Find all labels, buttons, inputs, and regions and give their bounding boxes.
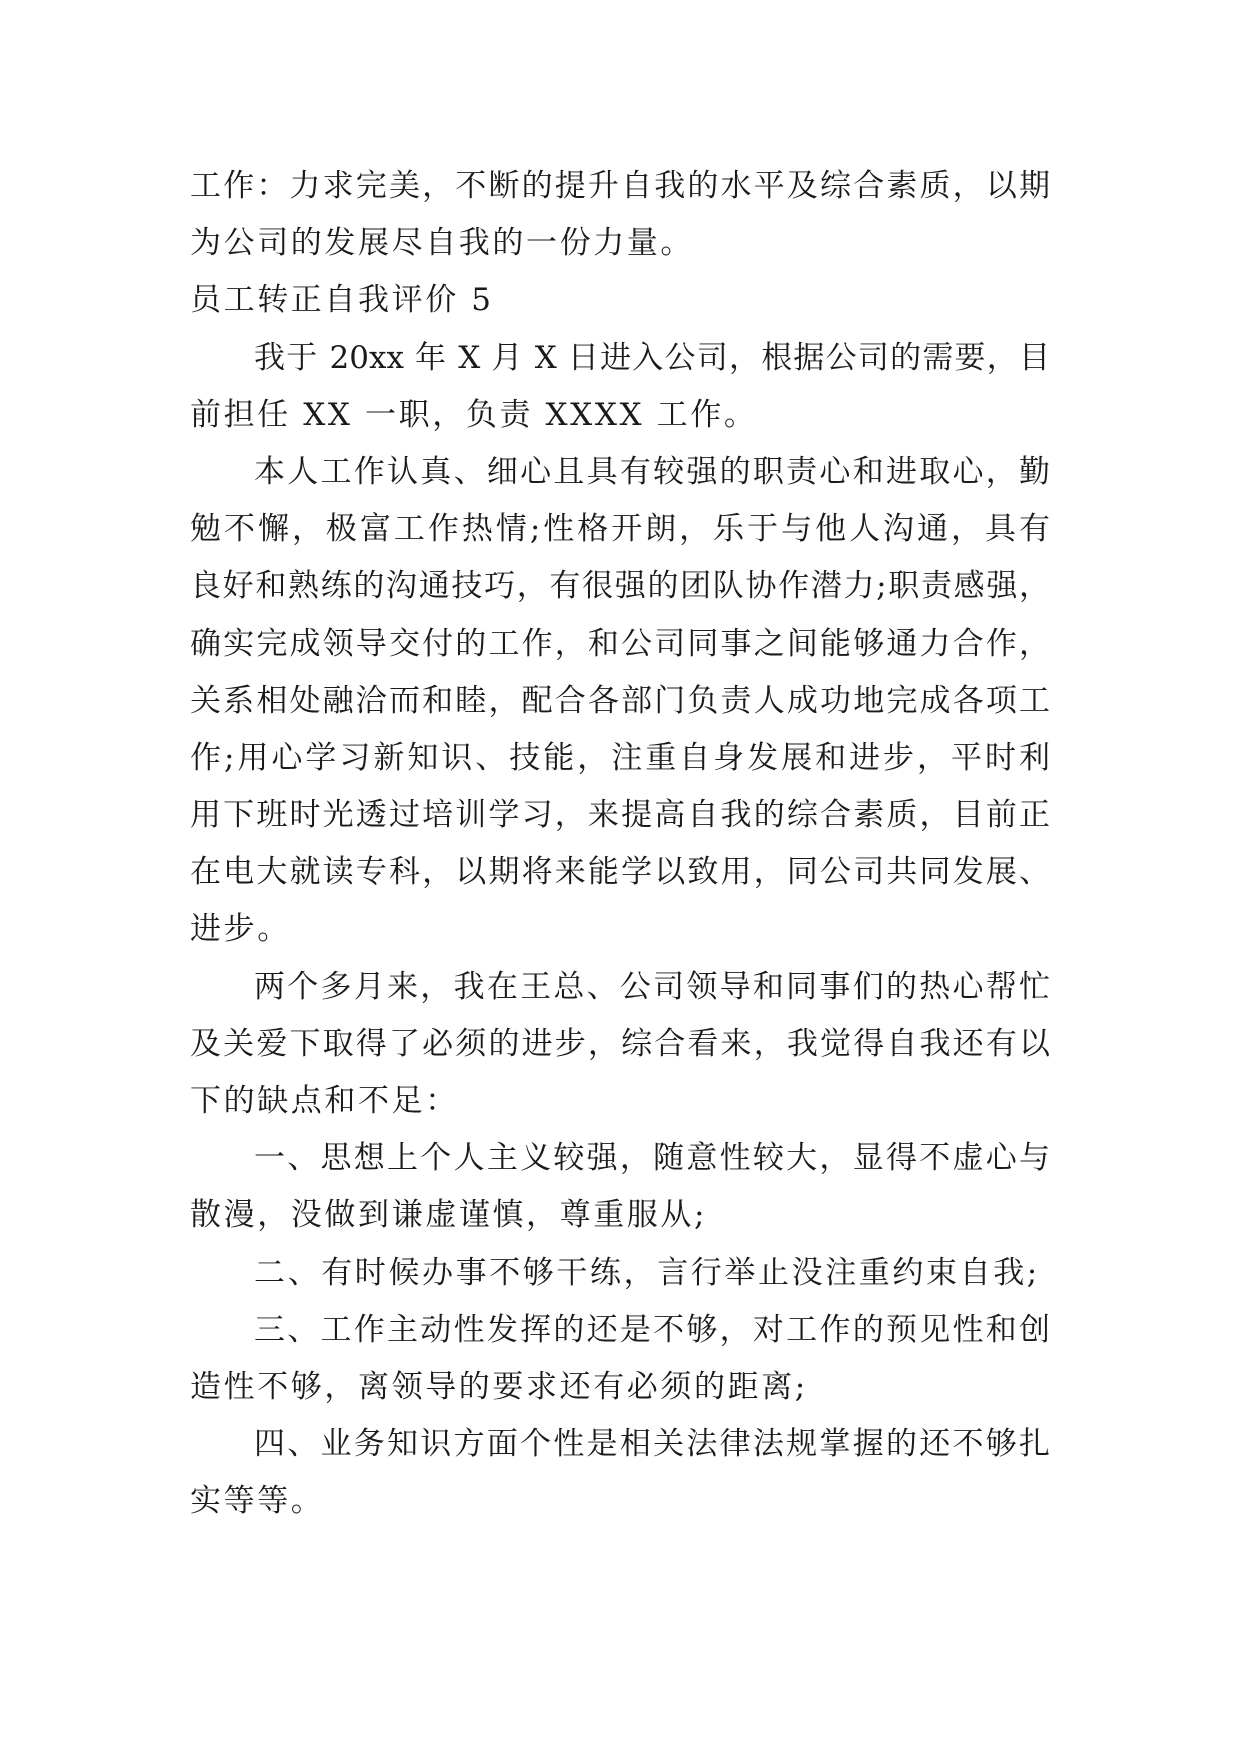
text-line: 良好和熟练的沟通技巧，有很强的团队协作潜力;职责感强，	[190, 568, 1050, 605]
text-line: 及关爱下取得了必须的进步，综合看来，我觉得自我还有以	[190, 1025, 1050, 1062]
text-line: 散漫，没做到谦虚谨慎，尊重服从;	[190, 1197, 708, 1234]
text-line: 勉不懈，极富工作热情;性格开朗，乐于与他人沟通，具有	[190, 511, 1050, 548]
text-line: 确实完成领导交付的工作，和公司同事之间能够通力合作，	[190, 625, 1050, 662]
text-line: 前担任 XX 一职，负责 XXXX 工作。	[190, 396, 758, 433]
text-line: 造性不够，离领导的要求还有必须的距离;	[190, 1368, 808, 1405]
text-line: 作;用心学习新知识、技能，注重自身发展和进步，平时利	[190, 739, 1050, 776]
text-line: 两个多月来，我在王总、公司领导和同事们的热心帮忙	[254, 968, 1050, 1005]
text-line: 一、思想上个人主义较强，随意性较大，显得不虚心与	[254, 1140, 1050, 1177]
text-line: 员工转正自我评价 5	[190, 282, 494, 319]
text-line: 四、业务知识方面个性是相关法律法规掌握的还不够扎	[254, 1426, 1050, 1463]
text-line: 实等等。	[190, 1483, 325, 1520]
text-line: 我于 20xx 年 X 月 X 日进入公司，根据公司的需要，目	[254, 339, 1050, 376]
text-line: 为公司的发展尽自我的一份力量。	[190, 225, 694, 262]
text-line: 进步。	[190, 911, 291, 948]
text-line: 用下班时光透过培训学习，来提高自我的综合素质，目前正	[190, 797, 1050, 834]
text-line: 工作：力求完美，不断的提升自我的水平及综合素质，以期	[190, 168, 1050, 204]
text-line: 在电大就读专科，以期将来能学以致用，同公司共同发展、	[190, 854, 1050, 891]
text-line: 关系相处融洽而和睦，配合各部门负责人成功地完成各项工	[190, 682, 1050, 719]
document-body	[190, 158, 1050, 1531]
text-line: 二、有时候办事不够干练，言行举止没注重约束自我;	[254, 1254, 1040, 1291]
text-line: 下的缺点和不足：	[190, 1083, 459, 1119]
text-line: 三、工作主动性发挥的还是不够，对工作的预见性和创	[254, 1311, 1050, 1348]
text-line: 本人工作认真、细心且具有较强的职责心和进取心，勤	[254, 453, 1050, 490]
